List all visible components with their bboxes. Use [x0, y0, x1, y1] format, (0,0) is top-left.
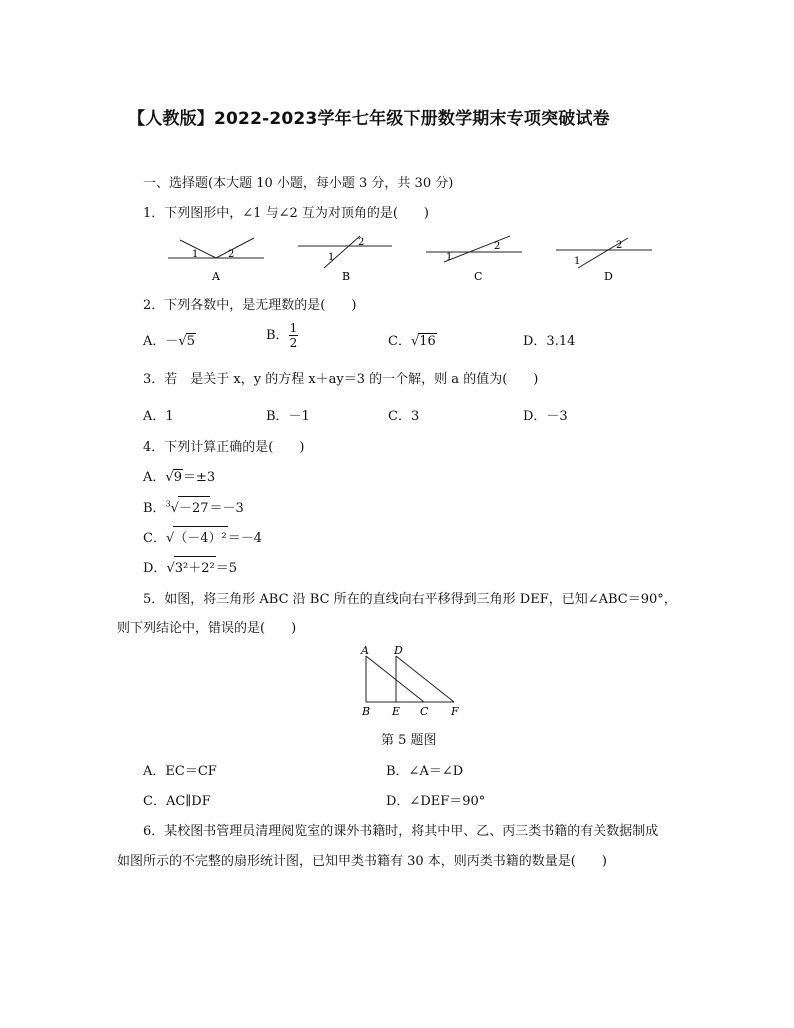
question-5-line1: 5．如图，将三角形 ABC 沿 BC 所在的直线向右平移得到三角形 DEF，已知∠ABC＝90°， — [143, 592, 677, 607]
q1d-label: D — [604, 270, 613, 283]
section-heading: 一、选择题(本大题 10 小题，每小题 3 分，共 30 分) — [143, 176, 454, 191]
q1b-label: B — [342, 270, 351, 283]
q4-option-a: A．√9＝±3 — [143, 470, 216, 485]
q5-label-d: D — [394, 644, 403, 657]
question-6-line2: 如图所示的不完整的扇形统计图，已知甲类书籍有 30 本，则丙类书籍的数量是( ) — [117, 854, 607, 869]
q1-figure-b — [298, 232, 398, 288]
q2-option-d: D．3.14 — [523, 334, 576, 349]
q1b-angle-2: 2 — [358, 237, 365, 248]
q3-option-a: A．1 — [143, 409, 174, 424]
q1c-angle-2: 2 — [494, 241, 501, 252]
q5-label-c: C — [420, 705, 429, 718]
q3-option-c: C．3 — [388, 409, 420, 424]
q5-option-d: D．∠DEF＝90° — [386, 794, 486, 809]
q2-option-a: A．－√5 — [143, 334, 195, 349]
q1d-angle-2: 2 — [616, 240, 623, 251]
q5-label-b: B — [362, 705, 371, 718]
question-6-line1: 6．某校图书管理员清理阅览室的课外书籍时，将其中甲、乙、丙三类书籍的有关数据制成 — [143, 824, 659, 839]
q3-option-b: B．－1 — [266, 409, 310, 424]
q5-figure — [354, 642, 466, 720]
q3-option-d: D．－3 — [523, 409, 568, 424]
q5-figure-caption: 第 5 题图 — [381, 733, 437, 748]
q5-option-a: A．EC＝CF — [143, 764, 217, 779]
question-4: 4．下列计算正确的是( ) — [143, 440, 305, 455]
page-title: 【人教版】2022-2023学年七年级下册数学期末专项突破试卷 — [128, 109, 610, 129]
q2-option-b: B． $\frac{1}{2}$ — [266, 321, 298, 350]
q5-option-b: B．∠A＝∠D — [386, 764, 464, 779]
q1-figure-d — [556, 232, 656, 288]
q4-option-b: B．$^3$√－27＝－3 — [143, 496, 244, 516]
q1-figure-a — [168, 232, 268, 288]
q5-label-f: F — [451, 705, 459, 718]
q1a-label: A — [212, 270, 220, 283]
q5-option-c: C．AC∥DF — [143, 794, 211, 809]
q1c-label: C — [474, 270, 483, 283]
q1d-angle-1: 1 — [574, 256, 581, 267]
q1b-angle-1: 1 — [328, 252, 335, 263]
q1a-angle-1: 1 — [192, 249, 199, 260]
q5-label-a: A — [361, 644, 369, 657]
q2-option-c: C．√16 — [388, 334, 436, 349]
q1-figure-c — [426, 232, 526, 288]
q1c-angle-1: 1 — [446, 252, 453, 263]
question-2: 2．下列各数中，是无理数的是( ) — [143, 298, 357, 313]
q5-label-e: E — [392, 705, 401, 718]
question-3: 3．若 是关于 x，y 的方程 x＋ay＝3 的一个解，则 a 的值为( ) — [143, 372, 539, 387]
question-5-line2: 则下列结论中，错误的是( ) — [117, 621, 297, 636]
q4-option-d: D．√3²＋2²＝5 — [143, 556, 237, 576]
question-1: 1．下列图形中，∠1 与∠2 互为对顶角的是( ) — [143, 206, 430, 221]
q1a-angle-2: 2 — [228, 249, 235, 260]
q4-option-c: C．√（－4）²＝－4 — [143, 526, 262, 546]
